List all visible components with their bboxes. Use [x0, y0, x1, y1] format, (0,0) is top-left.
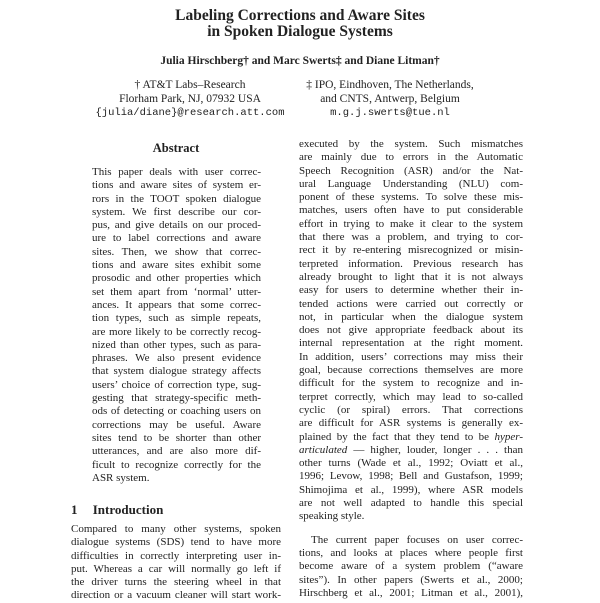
text-line: that there was a problem, and trying to cor- [299, 231, 523, 244]
text-line: sites”). In other papers (Swerts et al., 2000; [299, 573, 523, 586]
text-line: Shimojima et al., 1999), where ASR models [299, 483, 523, 496]
text-line: terpreted information. Previous research has [299, 257, 523, 270]
text-line: rect it by re-entering misrecognized or misin- [299, 244, 523, 257]
text-line: matches, users often have to put considerable [299, 204, 523, 217]
text-line: tions, and looks at places where people first [299, 546, 523, 559]
text-line: does not give appropriate feedback about its [299, 324, 523, 337]
text-line: that system dialogue strategy affects [92, 365, 261, 378]
text-line: goal, because corrections themselves are more [299, 364, 523, 377]
text-line: ods of detecting or coaching users on [92, 405, 261, 418]
text-line: phrases. We also present evidence [92, 352, 261, 365]
section-heading-introduction [71, 502, 163, 518]
authors: Julia Hirschberg† and Marc Swerts‡ and Diane Litman† [160, 55, 440, 67]
text-line: nized than other types, such as para- [92, 338, 261, 351]
text-line: are not well adapted to handle this special [299, 497, 523, 510]
text-line: This paper deals with user correc- [92, 166, 261, 178]
text-line: ure to label corrections and aware [92, 232, 261, 245]
text-line: already brought to light that it is not always [299, 270, 523, 283]
text-line: put. Whereas a car will normally go left if [71, 562, 281, 575]
affiliation-line: and CNTS, Antwerp, Belgium [320, 93, 460, 105]
abstract-heading: Abstract [152, 141, 200, 155]
text-line: are difficult for ASR systems is generally ex- [299, 417, 523, 430]
affiliation-line: † AT&T Labs–Research [134, 79, 246, 91]
text-line: 1996; Levow, 1998; Bell and Gustafson, 1999; [299, 470, 523, 483]
text-line: prosodic and other properties which [92, 272, 261, 285]
text-line: are mainly due to errors in the Automatic [299, 151, 523, 164]
text-line: the driver turns the steering wheel in that [71, 576, 281, 589]
text-line: ances. It appears that some correc- [92, 298, 261, 311]
text-line: The current paper focuses on user correc- [311, 533, 523, 546]
email: m.g.j.swerts@tue.nl [330, 107, 450, 119]
text-line: speaking style. [299, 510, 365, 523]
text-line: tions and aware sites exhibit some [92, 259, 261, 272]
text-line: ASR system. [92, 471, 150, 484]
text-line: Compared to many other systems, spoken [71, 523, 281, 535]
text-line: system. We first describe our cor- [92, 205, 261, 218]
section-title: Introduction [92, 502, 164, 517]
affiliation-line: Florham Park, NJ, 07932 USA [119, 93, 261, 105]
text-line: rors in the TOOT spoken dialogue [92, 192, 261, 205]
paper-title-line-1: Labeling Corrections and Aware Sites [175, 7, 425, 24]
affiliation-att [95, 78, 285, 120]
text-line: easy for users to determine whether their in- [299, 284, 523, 297]
text-line: Hirschberg et al., 2001; Litman et al., 2001), [299, 586, 523, 599]
text-line: difficult for the system to recognize and in- [299, 377, 523, 390]
paper-title-line-2: in Spoken Dialogue Systems [207, 23, 393, 40]
text-line: gesting that strategy-specific meth- [92, 392, 261, 405]
text-line: internal representation at the right moment. [299, 337, 523, 350]
text-line: other turns (Wade et al., 1992; Oviatt et al., [299, 457, 523, 470]
text-line: users’ choice of correction type, sug- [92, 378, 261, 391]
abstract-body [92, 166, 261, 485]
text-line: difficulties in correctly interpreting user in- [71, 549, 281, 562]
email: {julia/diane}@research.att.com [95, 107, 285, 119]
text-line: cyclic (or spiral) errors. That corrections [299, 403, 523, 416]
section-number: 1 [71, 502, 78, 517]
affiliation-ipo [290, 78, 490, 120]
text-line: sites. Then, we show that correc- [92, 245, 261, 258]
text-line: In addition, users’ corrections may miss their [299, 350, 523, 363]
introduction-body [71, 523, 281, 603]
text-line: terpret correctly, which may lead to so-called [299, 390, 523, 403]
paragraph-gap [299, 524, 523, 534]
text-line: are more likely to be correctly recog- [92, 325, 261, 338]
text-line: effort in trying to make it clear to the system [299, 217, 523, 230]
text-line: tended actions were carried out correctly or [299, 297, 523, 310]
text-line: not, in particular when the dialogue system [299, 310, 523, 323]
text-line: become aware of a system problem (“aware [299, 560, 523, 573]
text-line: sites tend to be shorter than other [92, 431, 261, 444]
text-line: ponent of these systems. To solve these mis- [299, 191, 523, 204]
text-line: dialogue systems (SDS) tend to have more [71, 536, 281, 549]
text-line: pus, and give details on our proced- [92, 219, 261, 232]
text-line: utterances, and are also more dif- [92, 445, 261, 458]
text-line: articulated — higher, louder, longer . . . than [299, 443, 523, 456]
text-line: ural Language Understanding (NLU) com- [299, 177, 523, 190]
text-line: tion types, such as simple repeats, [92, 312, 261, 325]
text-line: corrections may be useful. Aware [92, 418, 261, 431]
text-line: executed by the system. Such mismatches [299, 138, 523, 150]
text-line: direction or a vacuum cleaner will start work- [71, 589, 281, 602]
text-line: ficult to recognize correctly for the [92, 458, 261, 471]
text-line: tions and aware sites of system er- [92, 179, 261, 192]
text-line: plained by the fact that they tend to be hyper- [299, 430, 523, 443]
text-line: Speech Recognition (ASR) and/or the Nat- [299, 164, 523, 177]
right-column-body [299, 138, 523, 600]
text-line: set them apart from ‘normal’ utter- [92, 285, 261, 298]
affiliation-line: ‡ IPO, Eindhoven, The Netherlands, [306, 79, 474, 91]
